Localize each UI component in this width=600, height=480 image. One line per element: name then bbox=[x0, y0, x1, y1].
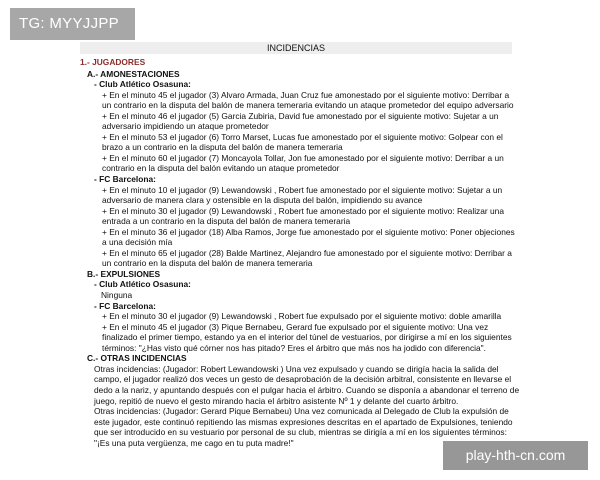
page-title: INCIDENCIAS bbox=[80, 42, 512, 54]
watermark: play-hth-cn.com bbox=[443, 441, 588, 470]
club-name-osasuna: - Club Atlético Osasuna: bbox=[94, 279, 191, 290]
amonestaciones-title: A.- AMONESTACIONES bbox=[87, 68, 180, 79]
amonestaciones-list-osasuna bbox=[80, 90, 520, 174]
list-item: + En el minuto 10 el jugador (9) Lewandowski , Robert fue amonestado por el siguiente motivo: Sujetar a un adversario de manera clara y ostensible en la disputa del balón, impidiendo su avance bbox=[102, 184, 503, 206]
incidencia-paragraph: Otras incidencias: (Jugador: Gerard Pique Bernabeu) Una vez comunicada al Delegado de Club la expulsión de este jugador, este continuó repitiendo las mismas expresiones descritas en el apartado de Expulsiones, teniendo que ser introducido en su vestuario por personal de su club, mientras se dirigía a mí en los siguientes términos: "¡Es una puta vergüenza, me cago en tu puta madre!" bbox=[94, 406, 513, 448]
list-item: + En el minuto 53 el jugador (6) Torro Marset, Lucas fue amonestado por el siguiente motivo: Golpear con el brazo a un contrario en la disputa del balón de manera temeraria bbox=[102, 131, 503, 153]
amonestaciones-list-barcelona bbox=[80, 185, 520, 269]
incidencia-paragraph: Otras incidencias: (Jugador: Robert Lewandowski ) Una vez expulsado y cuando se dirigía hacia la salida del campo, el jugador realizó dos veces un gesto de desaprobación de la decisión arbitral, consistente en llevarse el dedo a la nariz, y apuntando después con el pulgar hacia el árbitro. Cuando se disponía a abandonar el terreno de juego, repitió de nuevo el gesto mirando hacia el árbitro asistente Nº 1 y delante del cuarto árbitro. bbox=[94, 363, 520, 406]
list-item: + En el minuto 30 el jugador (9) Lewandowski , Robert fue amonestado por el siguiente motivo: Realizar una entrada a un contrario en la disputa del balón de manera temeraria bbox=[102, 205, 504, 227]
expulsiones-osasuna-value: Ninguna bbox=[101, 290, 133, 301]
channel-tag: TG: MYYJJPP bbox=[10, 8, 135, 40]
expulsiones-list-barcelona bbox=[80, 311, 520, 353]
list-item: + En el minuto 46 el jugador (5) Garcia Zubiria, David fue amonestado por el siguiente motivo: Sujetar a un adversario impidiendo un ataque prometedor bbox=[102, 110, 499, 132]
document-body bbox=[80, 57, 520, 448]
expulsiones-title: B.- EXPULSIONES bbox=[87, 268, 161, 279]
list-item: + En el minuto 65 el jugador (28) Balde Martinez, Alejandro fue amonestado por el siguiente motivo: Derribar a un contrario en la disputa del balón de manera temeraria bbox=[102, 247, 512, 269]
list-item: + En el minuto 45 el jugador (3) Pique Bernabeu, Gerard fue expulsado por el siguiente motivo: Una vez finalizado el primer tiempo, estando ya en el interior del túnel de vestuarios, por dirigirse a mí en los siguientes términos: "¿Has visto qué córner nos has pitado? Eres el árbitro que más nos ha jodido con diferencia". bbox=[102, 321, 512, 353]
list-item: + En el minuto 36 el jugador (18) Alba Ramos, Jorge fue amonestado por el siguiente motivo: Poner objeciones a una decisión mía bbox=[102, 226, 515, 248]
list-item: + En el minuto 45 el jugador (3) Alvaro Armada, Juan Cruz fue amonestado por el siguiente motivo: Derribar a un contrario en la disputa del balón de manera temeraria evitando un ataque prometedor del equipo adversario bbox=[102, 89, 514, 111]
otras-incidencias-title: C.- OTRAS INCIDENCIAS bbox=[87, 353, 187, 364]
list-item: + En el minuto 60 el jugador (7) Moncayola Tollar, Jon fue amonestado por el siguiente motivo: Derribar a un contrario en la disputa del balón evitando un ataque prometedor bbox=[102, 152, 504, 174]
club-name-barcelona: - FC Barcelona: bbox=[94, 300, 156, 311]
club-name-osasuna: - Club Atlético Osasuna: bbox=[94, 79, 191, 90]
list-item: + En el minuto 30 el jugador (9) Lewandowski , Robert fue expulsado por el siguiente motivo: doble amarilla bbox=[102, 311, 502, 322]
club-name-barcelona: - FC Barcelona: bbox=[94, 174, 156, 185]
section-title: 1.- JUGADORES bbox=[80, 57, 146, 67]
